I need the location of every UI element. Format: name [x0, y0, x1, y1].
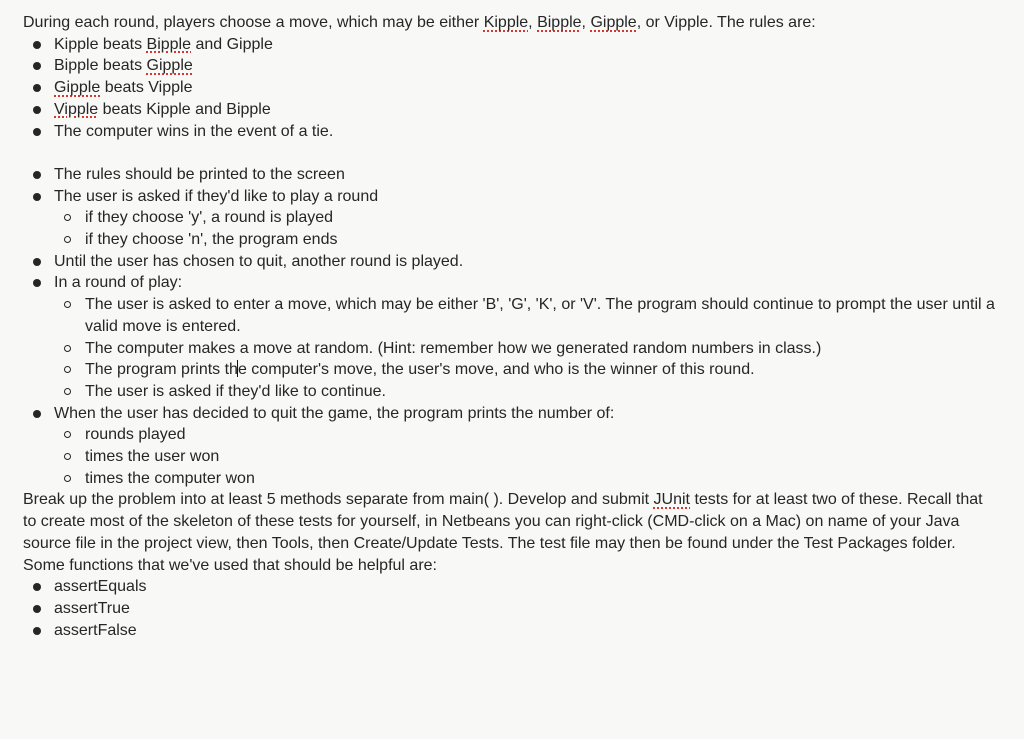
sub-list-item: rounds played — [54, 424, 998, 446]
rule-text: Kipple beats — [54, 35, 147, 53]
document-body[interactable] — [23, 12, 998, 641]
sub-list-item: if they choose 'n', the program ends — [54, 229, 998, 251]
misspelled-word: Bipple — [537, 14, 582, 31]
closing-text: Break up the problem into at least 5 methods separate from main( ). Develop and submit — [23, 491, 654, 509]
list-item: assertTrue — [23, 598, 998, 620]
sub-list-item: if they choose 'y', a round is played — [54, 207, 998, 229]
intro-text-start: During each round, players choose a move, which may be either — [23, 14, 484, 31]
list-item — [23, 34, 998, 56]
sub-list-item — [54, 359, 998, 381]
list-item — [23, 403, 998, 490]
rule-text: Bipple beats — [54, 57, 147, 75]
closing-paragraph — [23, 489, 998, 554]
sub-list-item: The user is asked if they'd like to continue. — [54, 381, 998, 403]
list-item — [23, 77, 998, 99]
list-item-text: The user is asked if they'd like to play a round — [54, 187, 379, 205]
program-requirements-list — [23, 164, 998, 490]
misspelled-word: Vipple — [54, 100, 99, 118]
sub-list — [54, 294, 998, 403]
blank-line — [23, 142, 998, 164]
misspelled-word: Bipple — [146, 35, 191, 53]
sub-list-item: The computer makes a move at random. (Hint: remember how we generated random numbers in class.) — [54, 338, 998, 360]
sub-list — [54, 207, 998, 250]
list-item — [23, 272, 998, 402]
helpful-functions-intro: Some functions that we've used that should be helpful are: — [23, 556, 437, 574]
misspelled-word: Gipple — [590, 14, 637, 31]
intro-paragraph — [23, 12, 998, 34]
misspelled-word: Gipple — [146, 57, 193, 75]
rule-text: beats Kipple and Bipple — [98, 100, 271, 118]
list-item: Until the user has chosen to quit, another round is played. — [23, 251, 998, 273]
sub-list-item: The user is asked to enter a move, which may be either 'B', 'G', 'K', or 'V'. The program should continue to prompt the user until a valid move is entered. — [54, 294, 998, 337]
list-item: The computer wins in the event of a tie. — [23, 121, 998, 143]
rule-text: beats Vipple — [100, 79, 193, 97]
rule-text: and Gipple — [191, 35, 273, 53]
list-item-text: In a round of play: — [54, 274, 183, 292]
list-item: assertEquals — [23, 576, 998, 598]
list-item: assertFalse — [23, 620, 998, 642]
list-item — [23, 186, 998, 251]
sub-list-item: times the user won — [54, 446, 998, 468]
comma: , — [581, 14, 591, 31]
list-item: The rules should be printed to the screen — [23, 164, 998, 186]
sub-list-item-text: e computer's move, the user's move, and who is the winner of this round. — [237, 361, 755, 379]
list-item-text: When the user has decided to quit the game, the program prints the number of: — [54, 404, 615, 422]
rules-list — [23, 34, 998, 143]
list-item — [23, 55, 998, 77]
intro-text-end: , or Vipple. The rules are: — [636, 14, 816, 31]
helpful-functions-list — [23, 576, 998, 641]
sub-list-item: times the computer won — [54, 468, 998, 490]
comma: , — [528, 14, 538, 31]
closing-text: tests for at least two of these. Recall that to create most of the skeleton of these tests for yourself, in Netbeans you can right-click (CMD-click on a Mac) on name of your Java source file in the project view, then Tools, then Create/Update Tests. The test file may then be found under the Test Packages folder. — [23, 491, 983, 552]
misspelled-word: JUnit — [653, 491, 690, 509]
list-item — [23, 99, 998, 121]
misspelled-word: Gipple — [54, 79, 101, 97]
sub-list — [54, 424, 998, 489]
misspelled-word: Kipple — [483, 14, 529, 31]
sub-list-item-text: The program prints th — [85, 361, 238, 379]
